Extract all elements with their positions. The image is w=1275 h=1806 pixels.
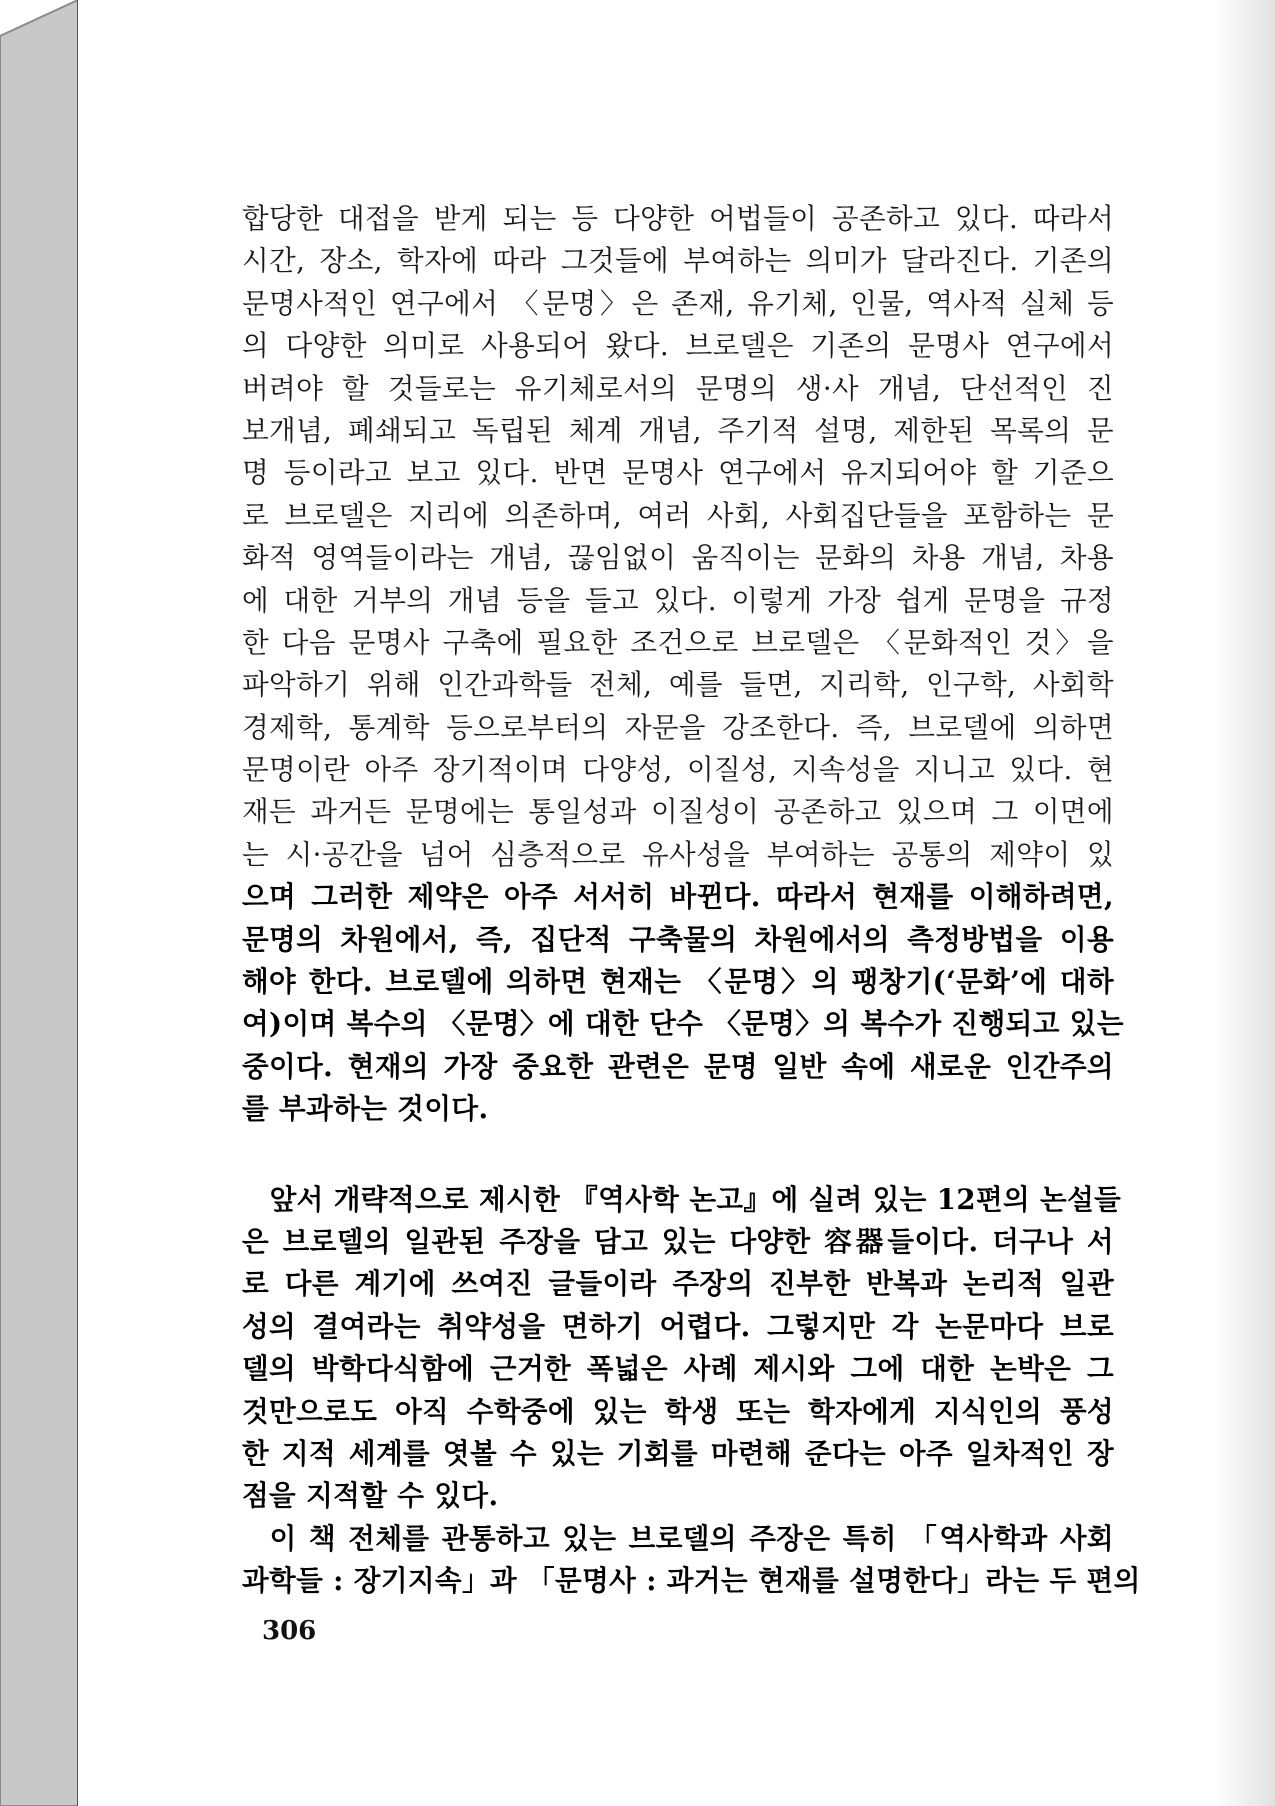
text-line: 버려야 할 것들로는 유기체로서의 문명의 생·사 개념, 단선적인 진 bbox=[242, 371, 1114, 405]
text-line: 은 브로델의 일관된 주장을 담고 있는 다양한 容器들이다. 더구나 서 bbox=[242, 1224, 1114, 1258]
text-line: 중이다. 현재의 가장 중요한 관련은 문명 일반 속에 새로운 인간주의 bbox=[242, 1049, 1114, 1083]
page-text bbox=[242, 198, 1141, 1603]
text-line: 재든 과거든 문명에는 통일성과 이질성이 공존하고 있으며 그 이면에 bbox=[242, 795, 1114, 829]
text-line: 에 대한 거부의 개념 등을 들고 있다. 이렇게 가장 쉽게 문명을 규정 bbox=[242, 583, 1114, 617]
text-line: 경제학, 통계학 등으로부터의 자문을 강조한다. 즉, 브로델에 의하면 bbox=[242, 710, 1114, 744]
text-line: 점을 지적할 수 있다. bbox=[242, 1479, 499, 1513]
text-line: 의 다양한 의미로 사용되어 왔다. 브로델은 기존의 문명사 연구에서 bbox=[242, 329, 1114, 363]
text-line: 해야 한다. 브로델에 의하면 현재는 〈문명〉의 팽창기(‘문화’에 대하 bbox=[242, 965, 1114, 999]
text-line: 으며 그러한 제약은 아주 서서히 바뀐다. 따라서 현재를 이해하려면, bbox=[242, 880, 1114, 914]
paragraph-1 bbox=[242, 198, 1124, 1131]
paragraph-3 bbox=[242, 1518, 1141, 1603]
text-line: 앞서 개략적으로 제시한 『역사학 논고』에 실려 있는 12편의 논설들 bbox=[269, 1182, 1122, 1216]
text-line: 시간, 장소, 학자에 따라 그것들에 부여하는 의미가 달라진다. 기존의 bbox=[242, 244, 1114, 278]
page-number: 306 bbox=[262, 1616, 317, 1646]
text-line: 를 부과하는 것이다. bbox=[242, 1092, 489, 1126]
text-line: 화적 영역들이라는 개념, 끊임없이 움직이는 문화의 차용 개념, 차용 bbox=[242, 541, 1114, 575]
text-line: 이 책 전체를 관통하고 있는 브로델의 주장은 특히 「역사학과 사회 bbox=[269, 1521, 1114, 1555]
page-edge-shadow bbox=[1215, 0, 1275, 1806]
text-line: 합당한 대접을 받게 되는 등 다양한 어법들이 공존하고 있다. 따라서 bbox=[242, 202, 1114, 235]
text-line: 문명사적인 연구에서 〈문명〉은 존재, 유기체, 인물, 역사적 실체 등 bbox=[242, 286, 1114, 320]
text-line: 명 등이라고 보고 있다. 반면 문명사 연구에서 유지되어야 할 기준으 bbox=[242, 456, 1114, 490]
text-line: 한 다음 문명사 구축에 필요한 조건으로 브로델은 〈문화적인 것〉을 bbox=[242, 625, 1114, 659]
text-line: 는 시·공간을 넘어 심층적으로 유사성을 부여하는 공통의 제약이 있 bbox=[242, 837, 1114, 871]
paragraph-gap bbox=[242, 1131, 1114, 1179]
paragraph-2 bbox=[242, 1179, 1122, 1518]
text-line: 보개념, 폐쇄되고 독립된 체계 개념, 주기적 설명, 제한된 목록의 문 bbox=[242, 413, 1114, 447]
text-line: 문명의 차원에서, 즉, 집단적 구축물의 차원에서의 측정방법을 이용 bbox=[242, 922, 1114, 956]
text-line: 문명이란 아주 장기적이며 다양성, 이질성, 지속성을 지니고 있다. 현 bbox=[242, 753, 1114, 787]
text-line: 여)이며 복수의 〈문명〉에 대한 단수 〈문명〉의 복수가 진행되고 있는 bbox=[242, 1007, 1124, 1041]
text-line: 한 지적 세계를 엿볼 수 있는 기회를 마련해 준다는 아주 일차적인 장 bbox=[242, 1436, 1114, 1470]
text-line: 것만으로도 아직 수학중에 있는 학생 또는 학자에게 지식인의 풍성 bbox=[242, 1394, 1114, 1428]
text-line: 델의 박학다식함에 근거한 폭넓은 사례 제시와 그에 대한 논박은 그 bbox=[242, 1352, 1114, 1386]
text-line: 과학들 : 장기지속」과 「문명사 : 과거는 현재를 설명한다」라는 두 편의 bbox=[242, 1564, 1141, 1598]
text-line: 로 다른 계기에 쓰여진 글들이라 주장의 진부한 반복과 논리적 일관 bbox=[242, 1267, 1114, 1301]
text-line: 파악하기 위해 인간과학들 전체, 예를 들면, 지리학, 인구학, 사회학 bbox=[242, 668, 1114, 702]
text-line: 로 브로델은 지리에 의존하며, 여러 사회, 사회집단들을 포함하는 문 bbox=[242, 498, 1114, 532]
text-line: 성의 결여라는 취약성을 면하기 어렵다. 그렇지만 각 논문마다 브로 bbox=[242, 1309, 1114, 1343]
